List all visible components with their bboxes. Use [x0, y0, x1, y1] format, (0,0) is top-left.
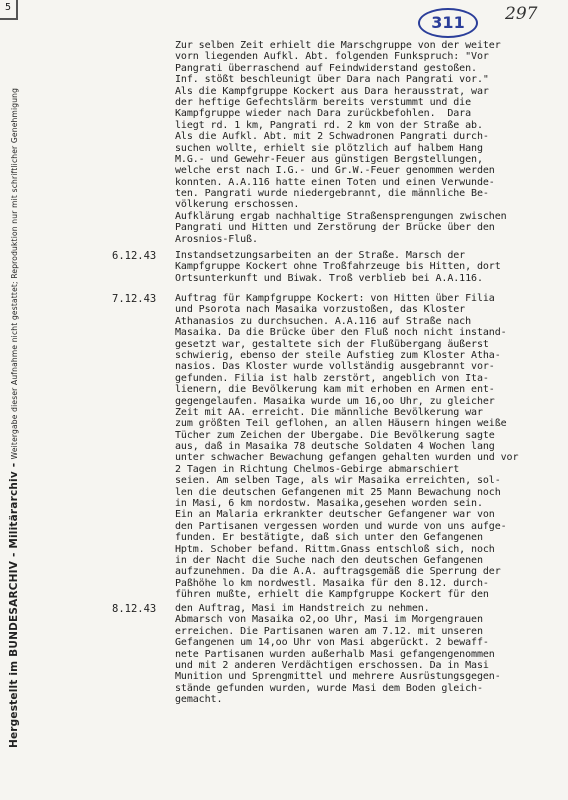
text-line: Kampfgruppe wieder nach Dara zurückbefohlen. Dara	[175, 108, 472, 120]
text-line: gefunden. Filia ist halb zerstört, angeblich von Ita-	[175, 372, 489, 384]
entry-text	[175, 250, 540, 284]
text-line: zum größten Teil geflohen, an allen Häusern hingen weiße	[175, 418, 507, 430]
text-line: völkerung erschossen.	[175, 199, 300, 211]
text-line: in Masi, 6 km nordostw. Masaika,gesehen worden sein.	[175, 498, 483, 510]
archive-stamp-main: Hergestellt im BUNDESARCHIV - Militärarchiv -	[8, 462, 20, 748]
text-line: und mit 2 anderen Verdächtigen erschossen. Da in Masi	[175, 659, 489, 671]
text-line: Ein an Malaria erkrankter deutscher Gefangener war von	[175, 509, 495, 521]
text-line: Zeit mit AA. erreicht. Die männliche Bevölkerung war	[175, 406, 483, 418]
entry-date: 7.12.43	[112, 293, 157, 305]
archive-stamp	[8, 87, 26, 748]
text-line: Kampfgruppe Kockert ohne Troßfahrzeuge bis Hitten, dort	[175, 261, 501, 273]
circled-page-number: 311	[418, 8, 478, 38]
text-line: aus, daß in Masaika 78 deutsche Soldaten 4 Wochen lang	[175, 441, 495, 453]
text-line: Pangrati überraschend auf Feindwiderstand gestoßen.	[175, 62, 477, 74]
entry-text	[175, 603, 540, 706]
text-line: len die deutschen Gefangenen mit 25 Mann Bewachung noch	[175, 486, 501, 498]
text-line: vorn liegenden Aufkl. Abt. folgenden Funkspruch: "Vor	[175, 51, 489, 63]
text-line: in der Nacht die Suche nach den deutschen Gefangenen	[175, 554, 483, 566]
text-line: Instandsetzungsarbeiten an der Straße. Marsch der	[175, 250, 466, 261]
entry-text	[175, 293, 540, 601]
text-line: gesetzt war, gestaltete sich der Flußübergang äußerst	[175, 338, 489, 350]
text-line: führen mußte, erhielt die Kampfgruppe Kockert für den	[175, 589, 489, 601]
text-line: nasios. Das Kloster wurde vollständig ausgebrannt vor-	[175, 361, 495, 373]
text-line: Als die Kampfgruppe Kockert aus Dara herausstrat, war	[175, 85, 489, 97]
entry-date: 8.12.43	[112, 603, 157, 615]
text-line: liegt rd. 1 km, Pangrati rd. 2 km von der Straße ab.	[175, 119, 483, 131]
archive-stamp-notice: Weitergabe dieser Aufnahme nicht gestattet; Reproduktion nur mit schriftlicher Genehmigung	[10, 87, 19, 460]
text-line: Munition und Sprengmittel und mehrere Ausrüstungsgegen-	[175, 671, 501, 683]
text-line: Ortsunterkunft und Biwak. Troß verblieb bei A.A.116.	[175, 272, 483, 284]
text-line: welche erst nach I.G.- und Gr.W.-Feuer genommen werden	[175, 165, 495, 177]
text-line: gegengelaufen. Masaika wurde um 16,oo Uhr, zu gleicher	[175, 395, 495, 407]
corner-mark: 5	[0, 0, 18, 20]
text-line: Inf. stößt beschleunigt über Dara nach Pangrati vor."	[175, 74, 489, 86]
text-line: Paßhöhe lo km nordwestl. Masaika für den 8.12. durch-	[175, 577, 489, 589]
text-line: den Auftrag, Masi im Handstreich zu nehmen.	[175, 603, 430, 614]
text-line: stände gefunden wurden, wurde Masi dem Boden gleich-	[175, 682, 483, 694]
text-line: Tücher zum Zeichen der Übergabe. Die Bevölkerung sagte	[175, 429, 495, 441]
text-line: und Psorota nach Masaika vorzustoßen, das Kloster	[175, 304, 466, 316]
text-line: Pangrati und Hitten und Zerstörung der Brücke über den	[175, 222, 495, 234]
text-line: Auftrag für Kampfgruppe Kockert: von Hitten über Filia	[175, 293, 495, 304]
text-line: M.G.- und Gewehr-Feuer aus günstigen Bergstellungen,	[175, 153, 483, 165]
text-line: suchen wollte, erhielt sie plötzlich auf halbem Hang	[175, 142, 483, 154]
text-line: gemacht.	[175, 694, 223, 706]
text-line: Zur selben Zeit erhielt die Marschgruppe von der weiter	[175, 40, 501, 51]
text-line: Als die Aufkl. Abt. mit 2 Schwadronen Pangrati durch-	[175, 131, 489, 143]
entry-date: 6.12.43	[112, 250, 157, 262]
text-line: 2 Tagen in Richtung Chelmos-Gebirge abmarschiert	[175, 463, 460, 475]
text-line: aufzunehmen. Da die A.A. auftragsgemäß die Sperrung der	[175, 566, 501, 578]
text-line: Athanasios zu durchsuchen. A.A.116 auf Straße nach	[175, 315, 472, 327]
text-line: der heftige Gefechtslärm bereits verstummt und die	[175, 96, 472, 108]
text-line: Hptm. Schober befand. Rittm.Gnass entschloß sich, noch	[175, 543, 495, 555]
text-line: Abmarsch von Masaika o2,oo Uhr, Masi im Morgengrauen	[175, 614, 483, 626]
text-line: schwierig, ebenso der steile Aufstieg zum Kloster Atha-	[175, 349, 501, 361]
text-line: funden. Er bestätigte, daß sich unter den Gefangenen	[175, 532, 483, 544]
text-line: Masaika. Da die Brücke über den Fluß noch nicht instand-	[175, 327, 507, 339]
text-line: nete Partisanen wurden außerhalb Masi gefangengenommen	[175, 648, 495, 660]
text-line: Aufklärung ergab nachhaltige Straßensprengungen zwischen	[175, 210, 507, 222]
text-line: Gefangenen um 14,oo Uhr von Masi abgerückt. 2 bewaff-	[175, 637, 489, 649]
text-line: Arosnios-Fluß.	[175, 233, 258, 245]
intro-paragraph	[175, 40, 540, 245]
text-line: erreichen. Die Partisanen waren am 7.12. mit unseren	[175, 625, 483, 637]
text-line: seien. Am selben Tage, als wir Masaika erreichten, sol-	[175, 475, 501, 487]
text-line: konnten. A.A.116 hatte einen Toten und einen Verwunde-	[175, 176, 495, 188]
handwritten-page-number: 297	[505, 4, 538, 24]
text-line: ten. Pangrati wurde niedergebrannt, die männliche Be-	[175, 188, 489, 200]
text-line: lienern, die Bevölkerung kam mit erhoben en Armen ent-	[175, 384, 495, 396]
text-line: unter schwacher Bewachung gefangen gehalten wurden und vor	[175, 452, 519, 464]
text-line: den Partisanen vergessen worden und wurde von uns aufge-	[175, 520, 507, 532]
